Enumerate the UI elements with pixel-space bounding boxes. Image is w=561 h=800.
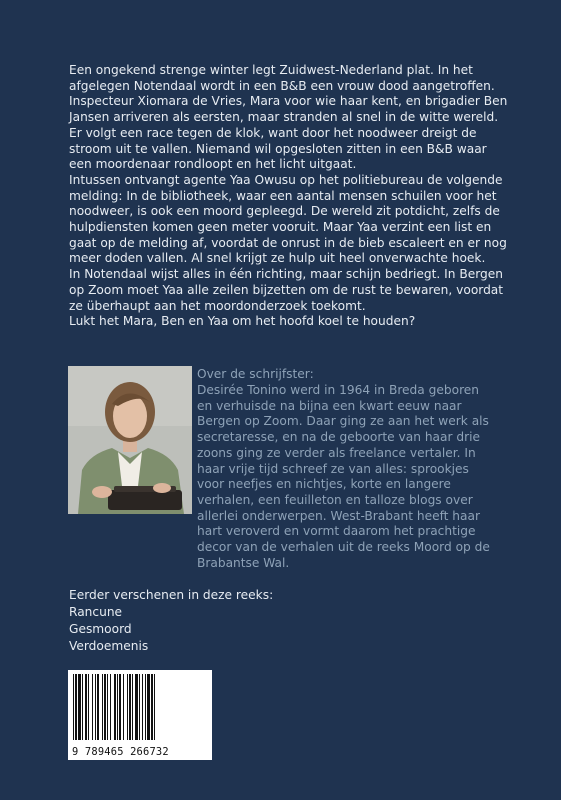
barcode-bars [71, 674, 209, 744]
author-bio-text: Desirée Tonino werd in 1964 in Breda geboren en verhuisde na bijna een kwart eeuw naar Bergen op Zoom. Daar ging ze aan het werk als secretaresse, en na de geboorte van haar drie zoons ging ze verder als freelance vertaler. In haar vrije tijd schreef ze van alles: sprookjes voor neefjes en nichtjes, korte en langere verhalen, een feuilleton en talloze blogs over allerlei onderwerpen. West-Brabant heeft haar hart veroverd en vormt daarom het prachtige decor van de verhalen uit de reeks Moord op de Brabantse Wal. [197, 383, 490, 570]
blurb-paragraph-1: Een ongekend strenge winter legt Zuidwest-Nederland plat. In het afgelegen Notendaal wordt in een B&B een vrouw dood aangetroffen. Inspecteur Xiomara de Vries, Mara voor wie haar kent, en brigadier Ben Jansen arriveren als eersten, maar stranden al snel in de witte wereld. Er volgt een race tegen de klok, want door het noodweer dreigt de stroom uit te vallen. Niemand wil opgesloten zitten in een B&B waar een moordenaar rondloopt en het licht uitgaat. [69, 63, 508, 172]
blurb-paragraph-3: In Notendaal wijst alles in één richting, maar schijn bedriegt. In Bergen op Zoom moet Yaa alle zeilen bijzetten om de rust te bewaren, voordat ze überhaupt aan het moordonderzoek toekomt. [69, 267, 504, 313]
isbn-digits: 9 789465 266732 [72, 746, 169, 758]
series-title-3: Verdoemenis [69, 639, 149, 653]
author-portrait-image [68, 366, 192, 514]
author-bio [197, 383, 497, 571]
series-title-2: Gesmoord [69, 622, 132, 636]
series-list [69, 587, 273, 655]
author-photo [68, 366, 192, 514]
series-heading: Eerder verschenen in deze reeks: [69, 588, 274, 602]
series-title-1: Rancune [69, 605, 123, 619]
isbn-barcode [68, 670, 212, 760]
back-cover-blurb [69, 63, 509, 330]
author-heading: Over de schrijfster: [197, 367, 314, 381]
blurb-paragraph-2: Intussen ontvangt agente Yaa Owusu op het politiebureau de volgende melding: In de bibliotheek, waar een aantal mensen schuilen voor het noodweer, is ook een moord gepleegd. De wereld zit potdicht, zelfs de hulpdiensten komen geen meter vooruit. Maar Yaa verzint een list en gaat op de melding af, voordat de onrust in de bieb escaleert en er nog meer doden vallen. Al snel krijgt ze hulp uit heel onverwachte hoek. [69, 172, 507, 266]
blurb-paragraph-4: Lukt het Mara, Ben en Yaa om het hoofd koel te houden? [69, 314, 416, 329]
